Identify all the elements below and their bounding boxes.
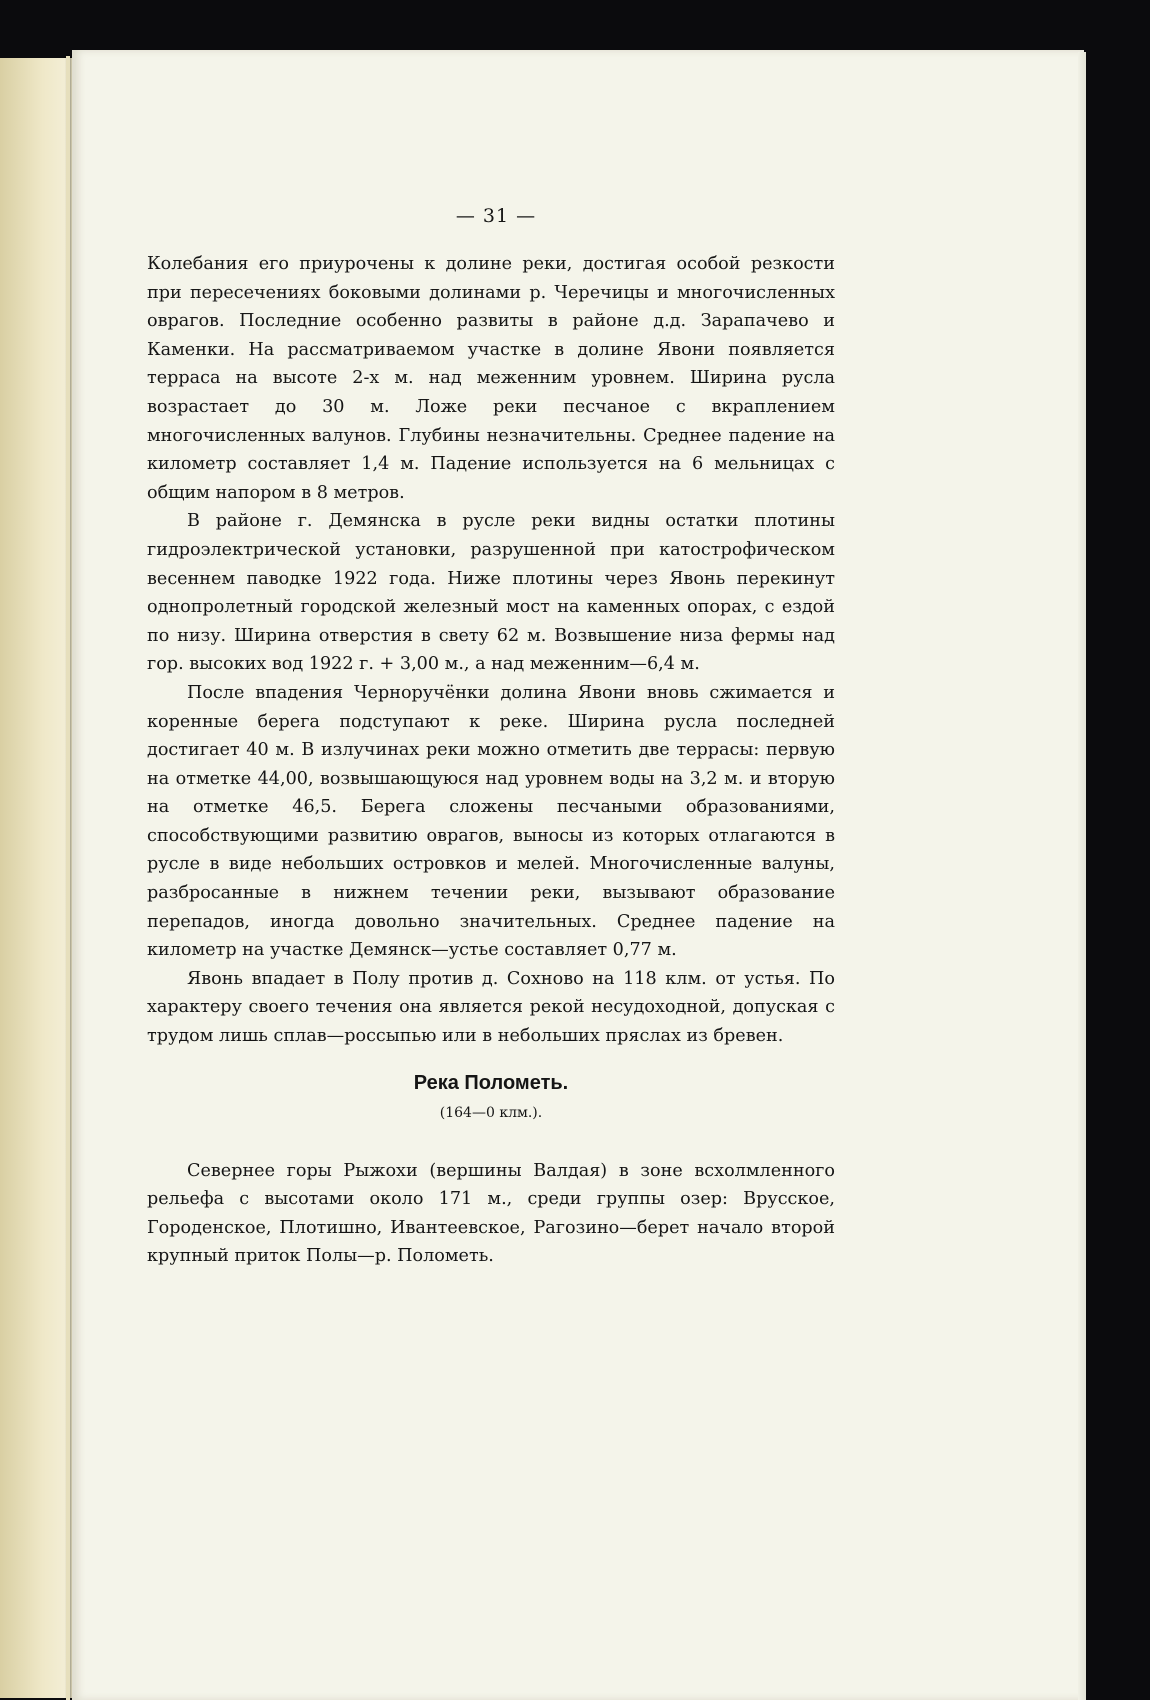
section-paragraph: Севернее горы Рыжохи (вершины Валдая) в зоне всхолмленного рельефа с высотами около 171 м., среди группы озер: Врусское, Городенское, Плотишно, Ивантеевское, Рагозино—берет начало второй крупный приток Полы—р. Полометь.: [147, 1160, 835, 1267]
section-body-text: [147, 1157, 835, 1271]
paragraph-1: Колебания его приурочены к долине реки, достигая особой резкости при пересечениях боковыми долинами р. Черечицы и многочисленных оврагов. Последние особенно развиты в районе д.д. Зарапачево и Каменки. На рассматриваемом участке в долине Явони появляется терраса на высоте 2-х м. над меженним уровнем. Ширина русла возрастает до 30 м. Ложе реки песчаное с вкраплением многочисленных валунов. Глубины незначительны. Среднее падение на километр составляет 1,4 м. Падение используется на 6 мельницах с общим напором в 8 метров.: [147, 254, 835, 503]
page-content: [147, 196, 835, 1271]
page-right-edge: [1078, 52, 1086, 1700]
section-heading: Река Полометь.: [413, 1071, 569, 1094]
paragraph-2: В районе г. Демянска в русле реки видны остатки плотины гидроэлектрической установки, разрушенной при катострофическом весеннем паводке 1922 года. Ниже плотины через Явонь перекинут однопролетный городской железный мост на каменных опорах, с ездой по низу. Ширина отверстия в свету 62 м. Возвышение низа фермы над гор. высоких вод 1922 г. + 3,00 м., а над меженним—6,4 м.: [147, 511, 835, 675]
page-number: — 31 —: [455, 205, 537, 227]
previous-page-fold: [66, 56, 70, 1700]
body-text: [147, 250, 835, 1051]
paragraph-4: Явонь впадает в Полу против д. Сохново на 118 клм. от устья. По характеру своего течения она является рекой несудоходной, допуская с трудом лишь сплав—россыпью или в небольших пряслах из бревен.: [147, 968, 835, 1047]
section-subheading: (164—0 клм.).: [439, 1104, 543, 1121]
paragraph-3: После впадения Черноручёнки долина Явони вновь сжимается и коренные берега подступают к реке. Ширина русла последней достигает 40 м. В излучинах реки можно отметить две террасы: первую на отметке 44,00, возвышающуюся над уровнем воды на 3,2 м. и вторую на отметке 46,5. Берега сложены песчаными образованиями, способствующими развитию оврагов, выносы из которых отлагаются в русле в виде небольших островков и мелей. Многочисленные валуны, разбросанные в нижнем течении реки, вызывают образование перепадов, иногда довольно значительных. Среднее падение на километр на участке Демянск—устье составляет 0,77 м.: [147, 682, 835, 961]
